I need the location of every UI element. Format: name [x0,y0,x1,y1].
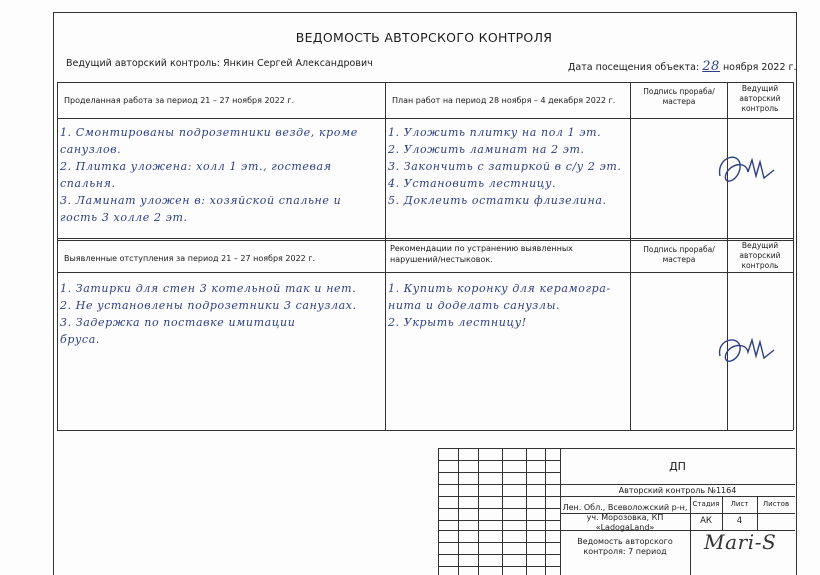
sheet-header: Лист [730,500,749,508]
done-work-line: 3. Ламинат уложен в: хозяйской спальне и [60,194,342,207]
stamp-address: Лен. Обл., Всеволожский р-н, уч. Морозовка, КП «LadogaLand» [562,503,688,532]
issue-line: бруса. [60,333,100,346]
col-lead-header-2: Ведущий авторский контроль [739,241,781,270]
planned-work-text [388,124,621,209]
stage-value: АК [700,516,712,526]
planned-work-line: 4. Установить лестницу. [388,177,557,190]
stamp-signature: Mari-S [704,530,777,554]
issue-line: 3. Задержка по поставке имитации [60,316,296,329]
col-done-header: Проделанная работа за период 21 – 27 ноября 2022 г. [64,96,295,105]
recommendation-line: 1. Купить коронку для керамогра- [388,282,611,295]
sheet-value: 4 [736,516,743,526]
planned-work-line: 5. Доклеить остатки флизелина. [388,194,607,207]
stamp-code: ДП [669,460,686,473]
visit-rest: ноября 2022 г. [722,62,797,73]
col-recs-header: Рекомендации по устранению выявленных нарушений/нестыковок. [390,244,573,264]
done-work-line: 1. Смонтированы подрозетники везде, кроме [60,126,358,139]
lead-signature-2 [712,328,778,378]
issues-text [60,280,357,348]
recommendations-text [388,280,611,331]
issue-line: 2. Не установлены подрозетники 3 санузлах. [60,299,357,312]
lead-name: Янкин Сергей Александрович [223,58,373,69]
visit-label: Дата посещения объекта: [568,62,700,73]
done-work-line: спальня. [60,177,116,190]
done-work-text [60,124,358,226]
visit-day: 28 [702,59,720,74]
col-sign-header: Подпись прораба/мастера [643,87,715,106]
stage-header: Стадия [692,500,720,508]
done-work-line: 2. Плитка уложена: холл 1 эт., гостевая [60,160,332,173]
col-lead-header: Ведущий авторский контроль [739,84,781,113]
lead-signature-1 [712,146,778,196]
issue-line: 1. Затирки для стен 3 котельной так и нет. [60,282,357,295]
recommendation-line: нита и доделать санузлы. [388,299,561,312]
document-title: ВЕДОМОСТЬ АВТОРСКОГО КОНТРОЛЯ [295,30,553,45]
col-sign-header-2: Подпись прораба/мастера [643,245,715,264]
col-issues-header: Выявленные отступления за период 21 – 27 ноября 2022 г. [64,254,316,263]
recommendation-line: 2. Укрыть лестницу! [388,316,527,329]
lead-label: Ведущий авторский контроль: [66,58,221,69]
planned-work-line: 2. Уложить ламинат на 2 эт. [388,143,585,156]
done-work-line: гость 3 холле 2 эт. [60,211,188,224]
stamp-doc-name: Ведомость авторского контроля: 7 период [577,537,673,556]
done-work-line: санузлов. [60,143,122,156]
col-plan-header: План работ на период 28 ноября – 4 декабря 2022 г. [392,96,616,105]
stamp-project: Авторский контроль №1164 [618,486,737,495]
sheets-header: Листов [762,500,790,508]
visit-date-line [568,58,797,75]
planned-work-line: 1. Уложить плитку на пол 1 эт. [388,126,602,139]
planned-work-line: 3. Закончить с затиркой в с/у 2 эт. [388,160,622,173]
lead-line [66,58,373,69]
